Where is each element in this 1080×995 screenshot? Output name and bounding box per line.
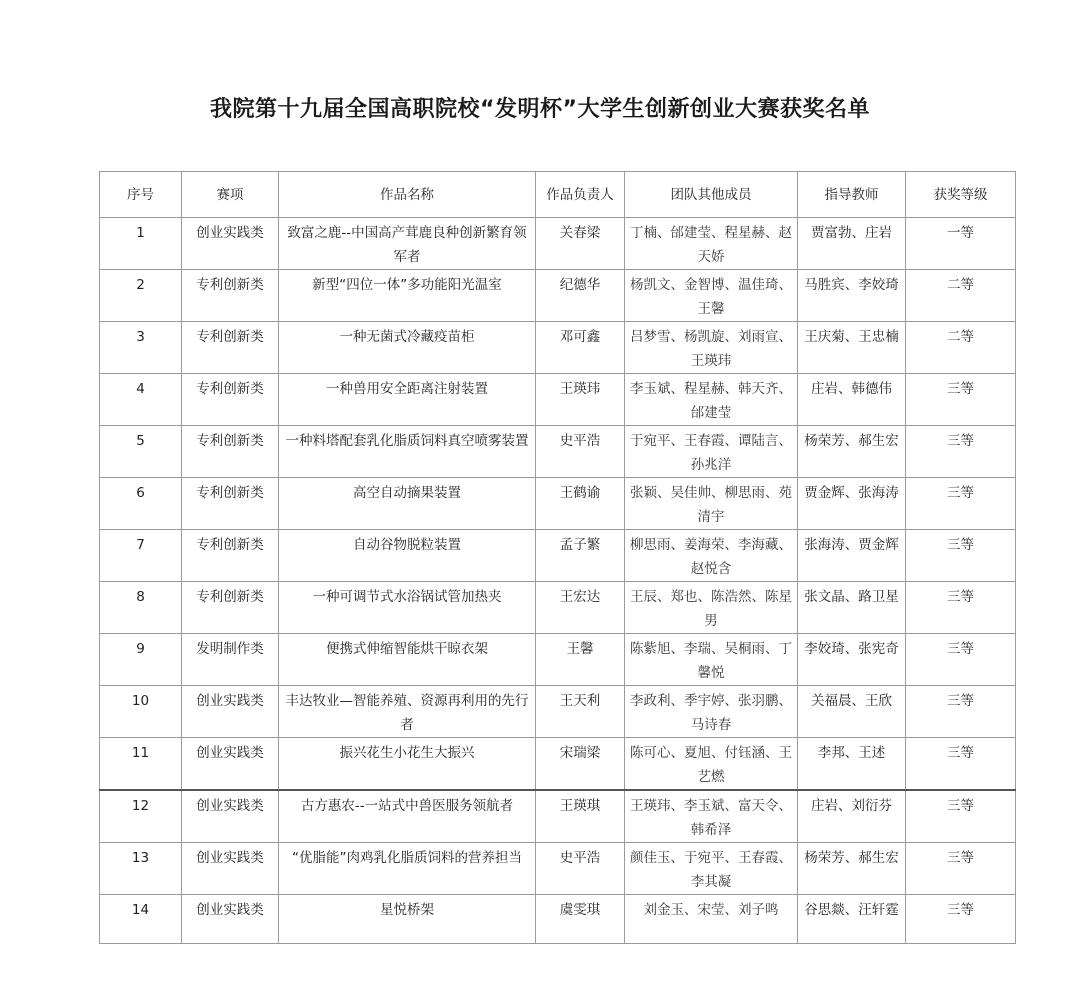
- cell-award-level: 三等: [906, 686, 1016, 738]
- cell-advisor: 张文晶、路卫星: [798, 582, 906, 634]
- header-team-members: 团队其他成员: [625, 172, 798, 218]
- cell-leader: 邓可鑫: [536, 322, 625, 374]
- cell-leader: 王馨: [536, 634, 625, 686]
- cell-category: 创业实践类: [182, 686, 279, 738]
- cell-category: 创业实践类: [182, 895, 279, 944]
- cell-serial: 5: [100, 426, 182, 478]
- table-row: [100, 634, 1016, 686]
- cell-category: 创业实践类: [182, 218, 279, 270]
- cell-serial: 1: [100, 218, 182, 270]
- cell-work-name: 星悦桥架: [279, 895, 536, 944]
- cell-leader: 纪德华: [536, 270, 625, 322]
- cell-advisor: 贾金辉、张海涛: [798, 478, 906, 530]
- table-row: [100, 895, 1016, 944]
- table-row: [100, 738, 1016, 791]
- cell-advisor: 庄岩、刘衍芬: [798, 790, 906, 843]
- header-advisor: 指导教师: [798, 172, 906, 218]
- cell-serial: 6: [100, 478, 182, 530]
- cell-award-level: 三等: [906, 843, 1016, 895]
- cell-advisor: 谷思燚、汪轩霆: [798, 895, 906, 944]
- cell-award-level: 三等: [906, 478, 1016, 530]
- cell-work-name: 自动谷物脱粒装置: [279, 530, 536, 582]
- cell-award-level: 三等: [906, 530, 1016, 582]
- cell-serial: 8: [100, 582, 182, 634]
- cell-award-level: 二等: [906, 322, 1016, 374]
- header-category: 赛项: [182, 172, 279, 218]
- cell-award-level: 三等: [906, 426, 1016, 478]
- cell-work-name: 便携式伸缩智能烘干晾衣架: [279, 634, 536, 686]
- cell-advisor: 马胜宾、李姣琦: [798, 270, 906, 322]
- cell-leader: 史平浩: [536, 426, 625, 478]
- header-award-level: 获奖等级: [906, 172, 1016, 218]
- table-row: [100, 374, 1016, 426]
- cell-work-name: 致富之鹿--中国高产茸鹿良种创新繁育领军者: [279, 218, 536, 270]
- cell-team-members: 李玉斌、程星赫、韩天齐、邰建莹: [625, 374, 798, 426]
- cell-advisor: 王庆菊、王忠楠: [798, 322, 906, 374]
- cell-award-level: 二等: [906, 270, 1016, 322]
- cell-leader: 史平浩: [536, 843, 625, 895]
- table-row: [100, 218, 1016, 270]
- cell-advisor: 杨荣芳、郝生宏: [798, 843, 906, 895]
- cell-award-level: 三等: [906, 895, 1016, 944]
- cell-work-name: 一种无菌式冷藏疫苗柜: [279, 322, 536, 374]
- cell-advisor: 杨荣芳、郝生宏: [798, 426, 906, 478]
- cell-category: 专利创新类: [182, 270, 279, 322]
- cell-category: 创业实践类: [182, 843, 279, 895]
- cell-advisor: 李邦、王述: [798, 738, 906, 791]
- cell-leader: 虞雯琪: [536, 895, 625, 944]
- header-serial: 序号: [100, 172, 182, 218]
- cell-serial: 11: [100, 738, 182, 791]
- cell-team-members: 颜佳玉、于宛平、王春霞、李其凝: [625, 843, 798, 895]
- cell-work-name: “优脂能”肉鸡乳化脂质饲料的营养担当: [279, 843, 536, 895]
- table-row: [100, 843, 1016, 895]
- table-row: [100, 270, 1016, 322]
- cell-team-members: 杨凯文、金智博、温佳琦、王馨: [625, 270, 798, 322]
- cell-advisor: 庄岩、韩德伟: [798, 374, 906, 426]
- cell-team-members: 王瑛玮、李玉斌、富天令、韩希泽: [625, 790, 798, 843]
- cell-leader: 王瑛玮: [536, 374, 625, 426]
- cell-leader: 王宏达: [536, 582, 625, 634]
- cell-serial: 10: [100, 686, 182, 738]
- cell-work-name: 一种可调节式水浴锅试管加热夹: [279, 582, 536, 634]
- table-row: [100, 686, 1016, 738]
- cell-work-name: 古方惠农--一站式中兽医服务领航者: [279, 790, 536, 843]
- cell-team-members: 丁楠、邰建莹、程星赫、赵天娇: [625, 218, 798, 270]
- cell-team-members: 吕梦雪、杨凯旋、刘雨宣、王瑛玮: [625, 322, 798, 374]
- cell-serial: 2: [100, 270, 182, 322]
- cell-advisor: 李姣琦、张宪奇: [798, 634, 906, 686]
- cell-serial: 12: [100, 790, 182, 843]
- cell-award-level: 一等: [906, 218, 1016, 270]
- cell-serial: 3: [100, 322, 182, 374]
- cell-category: 专利创新类: [182, 478, 279, 530]
- cell-award-level: 三等: [906, 374, 1016, 426]
- table-row: [100, 790, 1016, 843]
- cell-leader: 孟子繁: [536, 530, 625, 582]
- cell-serial: 9: [100, 634, 182, 686]
- cell-leader: 王瑛琪: [536, 790, 625, 843]
- table-row: [100, 426, 1016, 478]
- cell-category: 创业实践类: [182, 738, 279, 791]
- cell-team-members: 于宛平、王春霞、谭陆言、孙兆洋: [625, 426, 798, 478]
- cell-leader: 关春梁: [536, 218, 625, 270]
- cell-team-members: 陈可心、夏旭、付钰涵、王艺燃: [625, 738, 798, 791]
- cell-team-members: 李政利、季宇婷、张羽鹏、马诗春: [625, 686, 798, 738]
- cell-award-level: 三等: [906, 582, 1016, 634]
- table-header-row: [100, 172, 1016, 218]
- cell-category: 专利创新类: [182, 322, 279, 374]
- cell-serial: 7: [100, 530, 182, 582]
- cell-award-level: 三等: [906, 790, 1016, 843]
- cell-serial: 14: [100, 895, 182, 944]
- cell-work-name: 高空自动摘果装置: [279, 478, 536, 530]
- cell-category: 发明制作类: [182, 634, 279, 686]
- header-work-name: 作品名称: [279, 172, 536, 218]
- cell-leader: 宋瑞梁: [536, 738, 625, 791]
- cell-leader: 王天利: [536, 686, 625, 738]
- cell-team-members: 张颖、吴佳帅、柳思雨、苑清宇: [625, 478, 798, 530]
- cell-advisor: 关福晨、王欣: [798, 686, 906, 738]
- cell-category: 专利创新类: [182, 374, 279, 426]
- cell-team-members: 王辰、郑也、陈浩然、陈星男: [625, 582, 798, 634]
- table-row: [100, 478, 1016, 530]
- cell-advisor: 贾富勃、庄岩: [798, 218, 906, 270]
- cell-work-name: 新型“四位一体”多功能阳光温室: [279, 270, 536, 322]
- cell-serial: 13: [100, 843, 182, 895]
- table-row: [100, 530, 1016, 582]
- cell-award-level: 三等: [906, 634, 1016, 686]
- cell-work-name: 丰达牧业—智能养殖、资源再利用的先行者: [279, 686, 536, 738]
- cell-category: 专利创新类: [182, 426, 279, 478]
- cell-advisor: 张海涛、贾金辉: [798, 530, 906, 582]
- cell-leader: 王鹤谕: [536, 478, 625, 530]
- table-row: [100, 582, 1016, 634]
- cell-work-name: 振兴花生小花生大振兴: [279, 738, 536, 791]
- table-row: [100, 322, 1016, 374]
- cell-team-members: 柳思雨、姜海荣、李海藏、赵悦含: [625, 530, 798, 582]
- header-leader: 作品负责人: [536, 172, 625, 218]
- cell-team-members: 陈紫旭、李瑞、吴桐雨、丁馨悦: [625, 634, 798, 686]
- cell-category: 创业实践类: [182, 790, 279, 843]
- cell-work-name: 一种兽用安全距离注射装置: [279, 374, 536, 426]
- cell-category: 专利创新类: [182, 530, 279, 582]
- document-title: 我院第十九届全国高职院校“发明杯”大学生创新创业大赛获奖名单: [210, 97, 870, 122]
- cell-work-name: 一种料塔配套乳化脂质饲料真空喷雾装置: [279, 426, 536, 478]
- cell-category: 专利创新类: [182, 582, 279, 634]
- cell-serial: 4: [100, 374, 182, 426]
- awards-table: [99, 171, 1016, 944]
- cell-team-members: 刘金玉、宋莹、刘子鸣: [625, 895, 798, 944]
- cell-award-level: 三等: [906, 738, 1016, 791]
